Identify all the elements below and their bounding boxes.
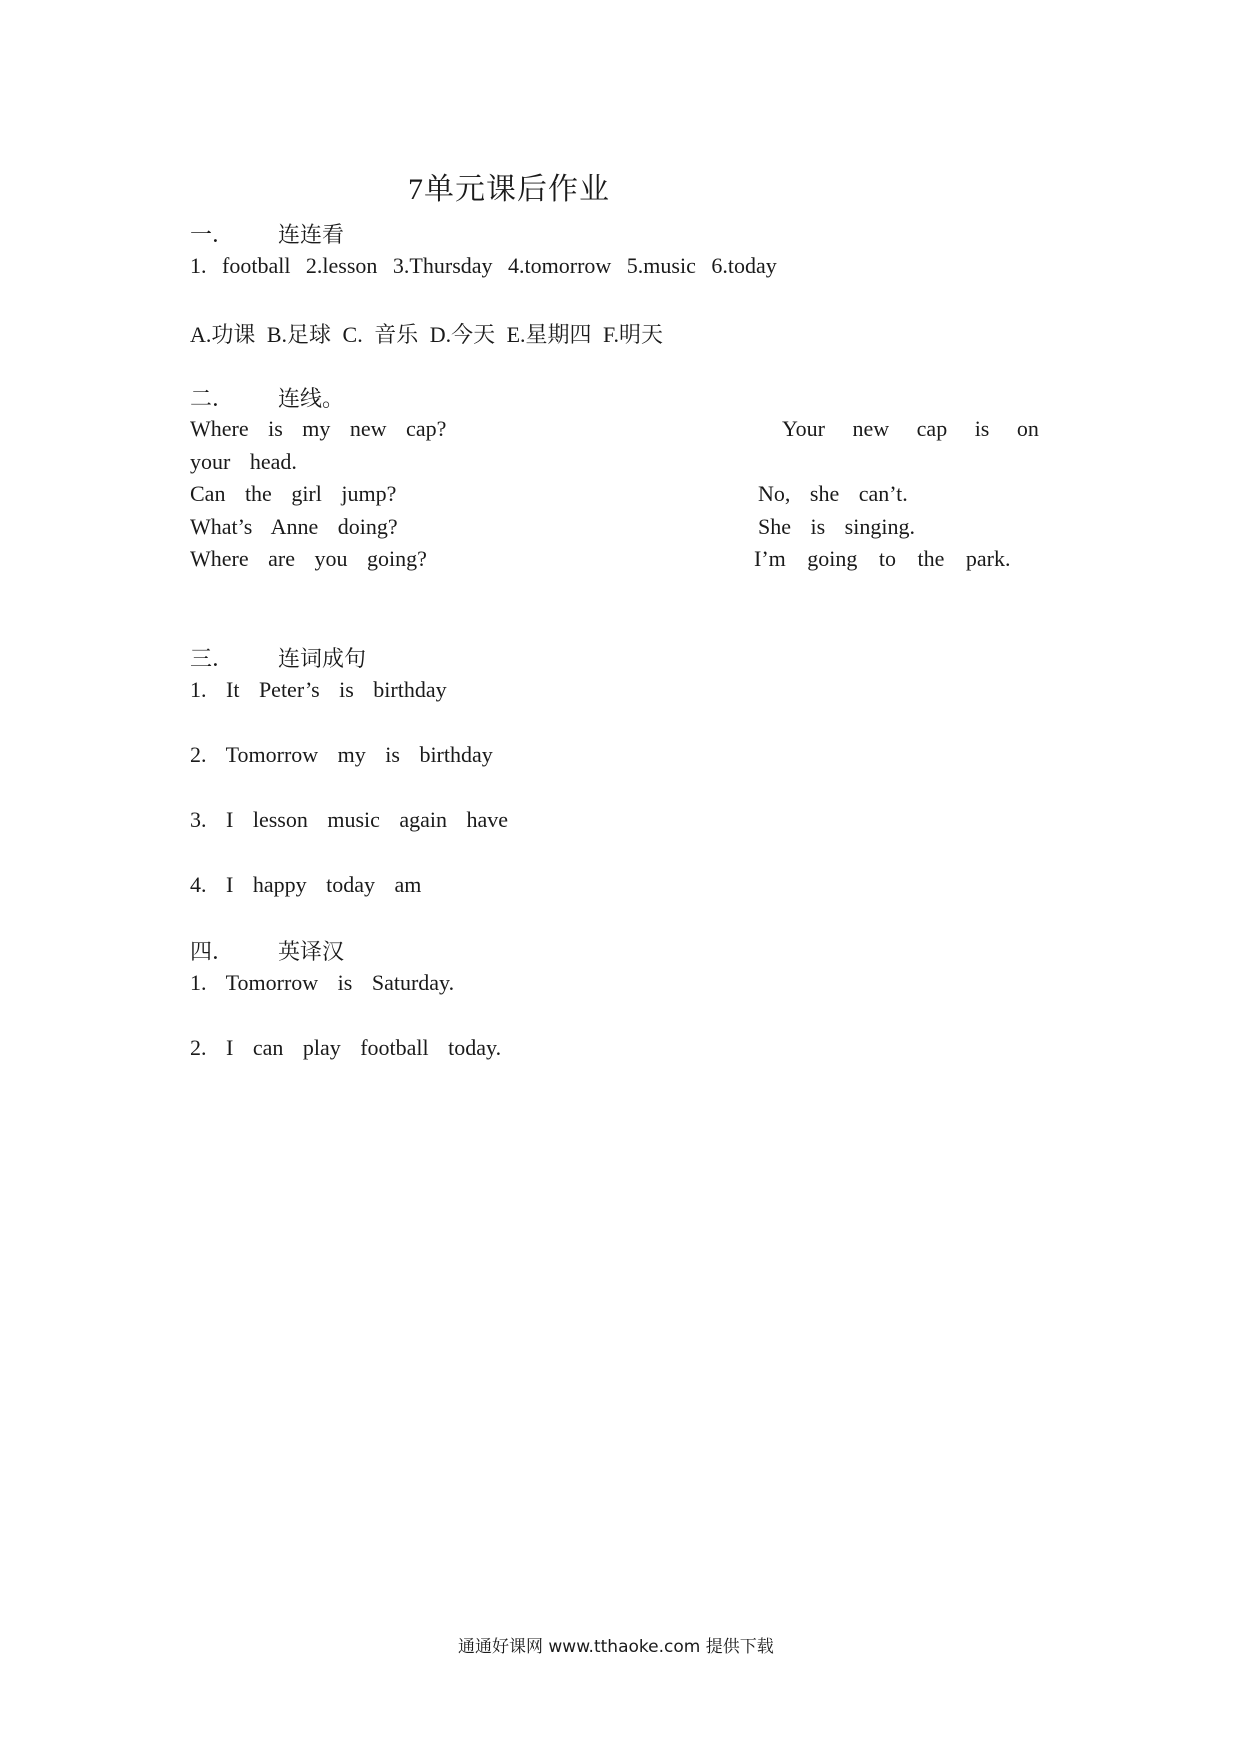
translation-item: 2. I can play football today. <box>190 1035 502 1060</box>
section1-words: 1. football 2.lesson 3.Thursday 4.tomorrow 5.music 6.today <box>190 253 777 278</box>
page-footer: 通通好课网 www.tthaoke.com 提供下载 <box>458 1637 774 1657</box>
section4-heading <box>190 935 344 966</box>
match-answer: I’m going to the park. <box>754 546 1011 571</box>
section1-number: 一． <box>190 222 235 247</box>
sentence-item: 2. Tomorrow my is birthday <box>190 742 493 767</box>
section1-meanings: A.功课 B.足球 C. 音乐 D.今天 E.星期四 F.明天 <box>190 322 664 347</box>
sentence-item: 3. I lesson music again have <box>190 807 509 832</box>
page-title: 7单元课后作业 <box>408 173 610 206</box>
section1-title: 连连看 <box>278 222 345 247</box>
translation-item: 1. Tomorrow is Saturday. <box>190 970 455 995</box>
section2-number: 二． <box>190 386 235 411</box>
sentence-item: 1. It Peter’s is birthday <box>190 677 447 702</box>
section3-heading <box>190 642 366 673</box>
section2-title: 连线。 <box>278 386 345 411</box>
match-question: What’s Anne doing? <box>190 514 398 539</box>
match-answer: No, she can’t. <box>758 481 908 506</box>
section2-heading <box>190 382 344 413</box>
match-answer: She is singing. <box>758 514 915 539</box>
section4-number: 四． <box>190 939 235 964</box>
section3-number: 三． <box>190 646 235 671</box>
match-question: Can the girl jump? <box>190 481 397 506</box>
match-question: your head. <box>190 449 297 474</box>
section4-title: 英译汉 <box>278 939 345 964</box>
match-answer: Your new cap is on <box>782 416 1039 441</box>
sentence-item: 4. I happy today am <box>190 872 422 897</box>
section3-title: 连词成句 <box>278 646 367 671</box>
match-question: Where are you going? <box>190 546 427 571</box>
match-question: Where is my new cap? <box>190 416 447 441</box>
section1-heading <box>190 218 344 249</box>
